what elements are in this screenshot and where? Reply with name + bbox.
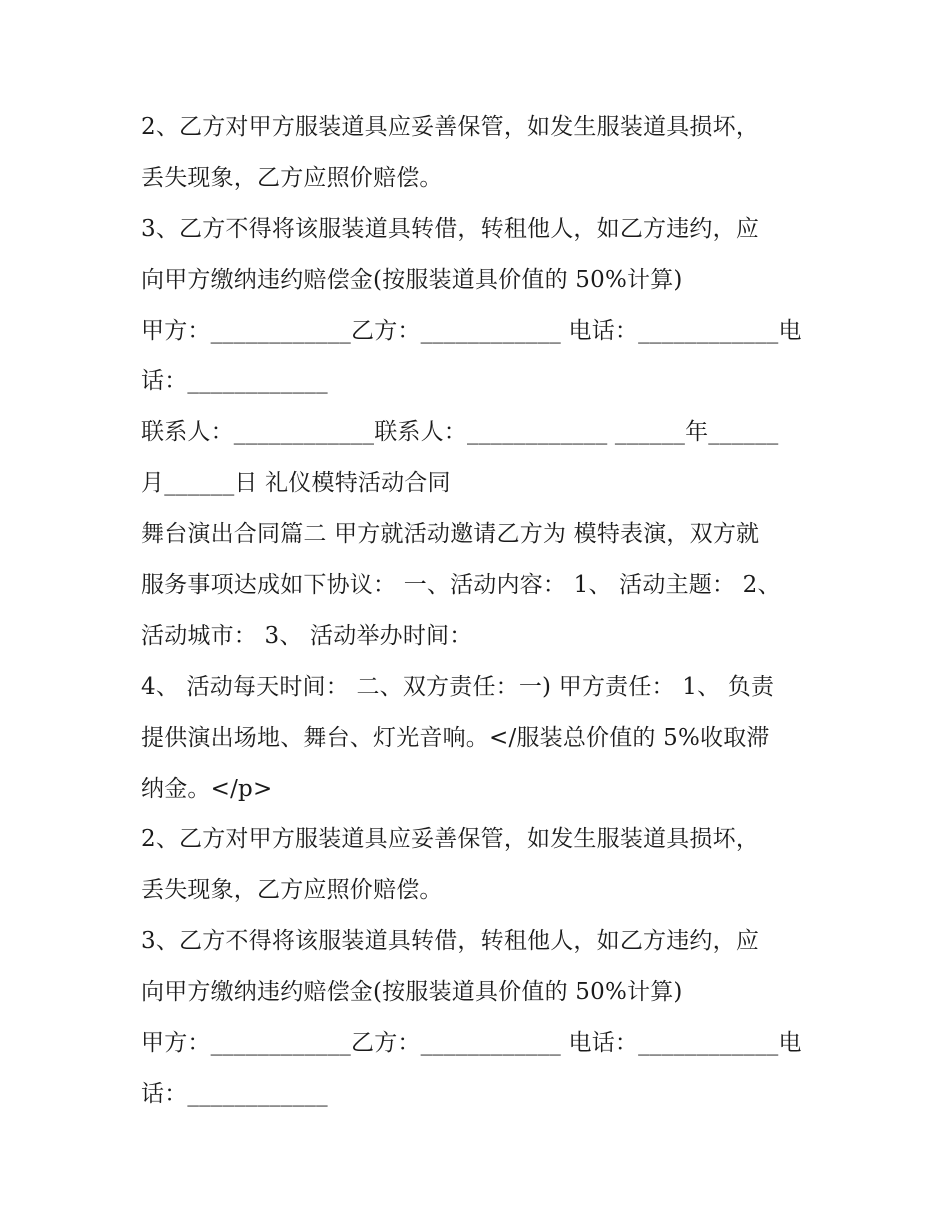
text-line: 活动城市： 3、 活动举办时间： (141, 622, 473, 649)
text-line: 丢失现象，乙方应照价赔偿。 (141, 877, 443, 904)
text-line: 2、乙方对甲方服装道具应妥善保管，如发生服装道具损坏， (141, 114, 760, 140)
text-line: 纳金。</p> (141, 775, 273, 802)
text-line: 丢失现象，乙方应照价赔偿。 (141, 164, 443, 191)
signature-line: 甲方：____________乙方：____________ 电话：____________电 (141, 1030, 802, 1057)
text-line: 服务事项达成如下协议： 一、活动内容： 1、 活动主题： 2、 (141, 572, 781, 599)
text-line: 3、乙方不得将该服装道具转借，转租他人，如乙方违约，应 (141, 215, 760, 242)
signature-line: 话：____________ (141, 1080, 328, 1107)
text-line: 向甲方缴纳违约赔偿金(按服装道具价值的 50%计算) (141, 266, 683, 293)
text-line: 舞台演出合同篇二 甲方就活动邀请乙方为 模特表演，双方就 (141, 521, 760, 548)
text-line: 3、乙方不得将该服装道具转借，转租他人，如乙方违约，应 (141, 928, 760, 955)
text-line: 向甲方缴纳违约赔偿金(按服装道具价值的 50%计算) (141, 979, 683, 1006)
signature-line: 甲方：____________乙方：____________ 电话：____________电 (141, 317, 802, 344)
date-line: 月______日 礼仪模特活动合同 (141, 470, 451, 497)
text-line: 4、 活动每天时间： 二、双方责任：一) 甲方责任： 1、 负责 (141, 673, 775, 700)
document-body (141, 102, 821, 1120)
signature-line: 话：____________ (141, 368, 328, 395)
text-line: 提供演出场地、舞台、灯光音响。</服装总价值的 5%收取滞 (141, 724, 770, 751)
contact-line: 联系人：____________联系人：____________ ______年______ (141, 419, 779, 446)
text-line: 2、乙方对甲方服装道具应妥善保管，如发生服装道具损坏， (141, 826, 760, 853)
